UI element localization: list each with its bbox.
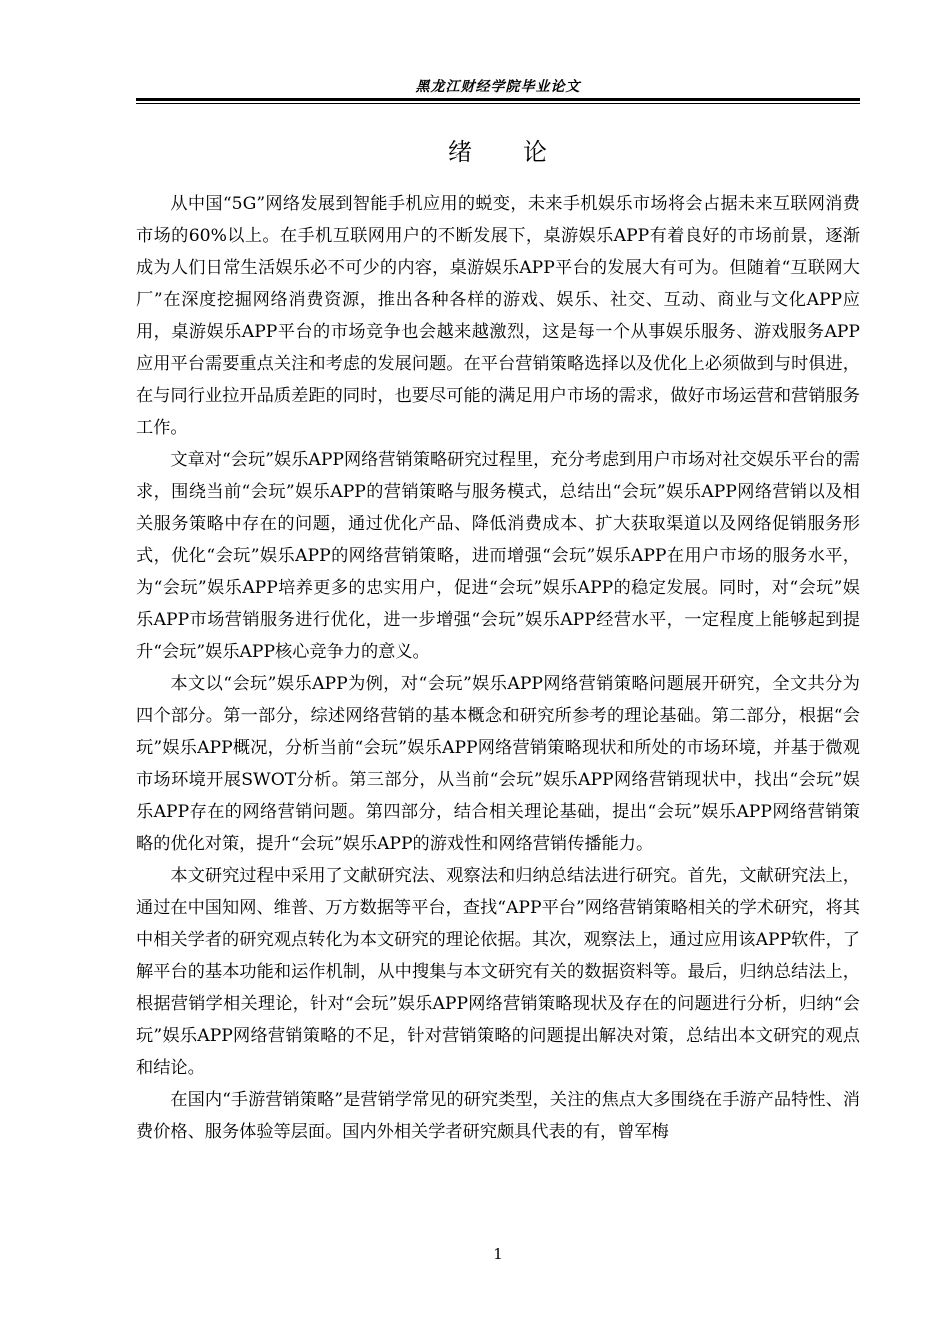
- paragraph: 本文以“会玩”娱乐APP为例，对“会玩”娱乐APP网络营销策略问题展开研究，全文共分为四个部分。第一部分，综述网络营销的基本概念和研究所参考的理论基础。第二部分，根据“会玩”娱乐APP概况，分析当前“会玩”娱乐APP网络营销策略现状和所处的市场环境，并基于微观市场环境开展SWOT分析。第三部分，从当前“会玩”娱乐APP网络营销现状中，找出“会玩”娱乐APP存在的网络营销问题。第四部分，结合相关理论基础，提出“会玩”娱乐APP网络营销策略的优化对策，提升“会玩”娱乐APP的游戏性和网络营销传播能力。: [136, 674, 860, 854]
- paragraph: 文章对“会玩”娱乐APP网络营销策略研究过程里，充分考虑到用户市场对社交娱乐平台的需求，围绕当前“会玩”娱乐APP的营销策略与服务模式，总结出“会玩”娱乐APP网络营销以及相关服务策略中存在的问题，通过优化产品、降低消费成本、扩大获取渠道以及网络促销服务形式，优化“会玩”娱乐APP的网络营销策略，进而增强“会玩”娱乐APP在用户市场的服务水平，为“会玩”娱乐APP培养更多的忠实用户，促进“会玩”娱乐APP的稳定发展。同时，对“会玩”娱乐APP市场营销服务进行优化，进一步增强“会玩”娱乐APP经营水平，一定程度上能够起到提升“会玩”娱乐APP核心竞争力的意义。: [136, 450, 860, 662]
- chapter-title: 绪 论: [448, 138, 548, 166]
- paragraph: 从中国“5G”网络发展到智能手机应用的蜕变，未来手机娱乐市场将会占据未来互联网消费市场的60%以上。在手机互联网用户的不断发展下，桌游娱乐APP有着良好的市场前景，逐渐成为人们日常生活娱乐必不可少的内容，桌游娱乐APP平台的发展大有可为。但随着“互联网大厂”在深度挖掘网络消费资源，推出各种各样的游戏、娱乐、社交、互动、商业与文化APP应用，桌游娱乐APP平台的市场竞争也会越来越激烈，这是每一个从事娱乐服务、游戏服务APP应用平台需要重点关注和考虑的发展问题。在平台营销策略选择以及优化上必须做到与时俱进，在与同行业拉开品质差距的同时，也要尽可能的满足用户市场的需求，做好市场运营和营销服务工作。: [136, 194, 860, 438]
- page-number: 1: [493, 1245, 503, 1263]
- body-text: [136, 188, 860, 1148]
- running-header: 黑龙江财经学院毕业论文: [415, 79, 581, 95]
- header-rule-thick: [136, 98, 860, 101]
- header-rule-thin: [136, 103, 860, 104]
- paragraph: 本文研究过程中采用了文献研究法、观察法和归纳总结法进行研究。首先，文献研究法上，通过在中国知网、维普、万方数据等平台，查找“APP平台”网络营销策略相关的学术研究，将其中相关学者的研究观点转化为本文研究的理论依据。其次，观察法上，通过应用该APP软件，了解平台的基本功能和运作机制，从中搜集与本文研究有关的数据资料等。最后，归纳总结法上，根据营销学相关理论，针对“会玩”娱乐APP网络营销策略现状及存在的问题进行分析，归纳“会玩”娱乐APP网络营销策略的不足，针对营销策略的问题提出解决对策，总结出本文研究的观点和结论。: [136, 866, 860, 1078]
- paragraph: 在国内“手游营销策略”是营销学常见的研究类型，关注的焦点大多围绕在手游产品特性、消费价格、服务体验等层面。国内外相关学者研究颇具代表的有，曾军梅: [136, 1090, 860, 1142]
